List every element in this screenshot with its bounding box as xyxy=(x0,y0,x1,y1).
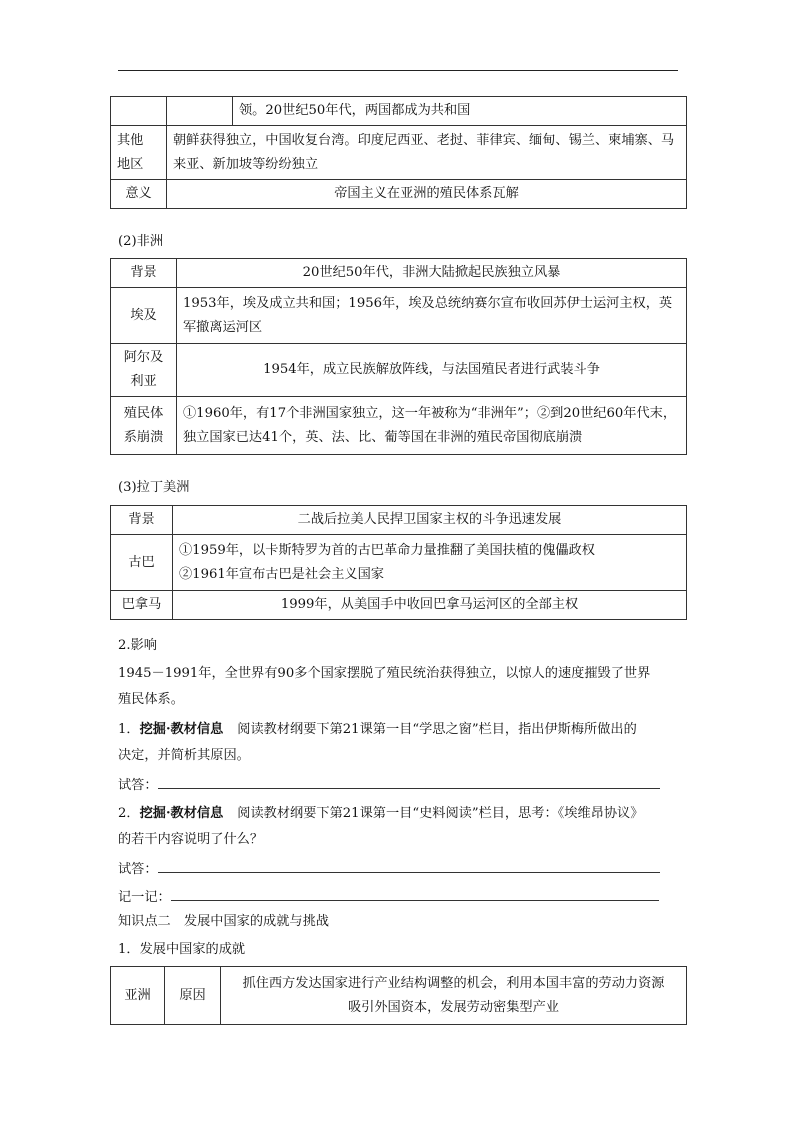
table-cell: 1999年，从美国手中收回巴拿马运河区的全部主权 xyxy=(173,591,687,620)
table-row xyxy=(111,97,687,126)
table-row xyxy=(111,397,687,455)
section-heading: (2)非洲 xyxy=(118,234,164,249)
table-cell: 朝鲜获得独立，中国收复台湾。印度尼西亚、老挝、菲律宾、缅甸、锡兰、柬埔寨、马来亚、新加坡等纷纷独立 xyxy=(167,126,687,180)
row-label: 埃及 xyxy=(111,288,177,344)
answer-row xyxy=(118,858,660,880)
answer-blank[interactable] xyxy=(158,774,660,789)
cell-line: 抓住西方发达国家进行产业结构调整的机会，利用本国丰富的劳动力资源 xyxy=(242,975,665,991)
table-row xyxy=(111,180,687,209)
table-row xyxy=(111,126,687,180)
paragraph-line: 1945－1991年，全世界有90多个国家摆脱了殖民统治获得独立，以惊人的速度摧毁了世界 xyxy=(118,666,651,681)
table-row xyxy=(111,967,687,1025)
question-number: 1． xyxy=(118,722,140,737)
table-cell: 领。20世纪50年代，两国都成为共和国 xyxy=(233,97,687,126)
subsection-heading: 1．发展中国家的成就 xyxy=(118,942,246,957)
question-text-cont: 的若干内容说明了什么？ xyxy=(118,832,264,847)
table-row xyxy=(111,591,687,620)
table-cell xyxy=(173,535,687,591)
row-label: 其他 地区 xyxy=(111,126,167,180)
table-cell: 20世纪50年代，非洲大陆掀起民族独立风暴 xyxy=(177,259,687,288)
question-title: 挖掘·教材信息 xyxy=(139,722,224,737)
question-1 xyxy=(118,720,637,740)
row-label: 巴拿马 xyxy=(111,591,173,620)
table-cell: 二战后拉美人民捍卫国家主权的斗争迅速发展 xyxy=(173,506,687,535)
latin-america-table xyxy=(110,505,687,620)
section-heading: 2.影响 xyxy=(118,638,157,653)
note-row xyxy=(118,886,659,908)
cell-line: ②1961年宣布古巴是社会主义国家 xyxy=(179,566,384,582)
answer-label: 试答： xyxy=(118,862,158,877)
table-row xyxy=(111,506,687,535)
asia-table xyxy=(110,96,687,209)
header-rule xyxy=(118,70,678,71)
question-text: 阅读教材纲要下第21课第一目“史料阅读”栏目，思考：《埃维昂协议》 xyxy=(237,806,644,821)
table-cell xyxy=(111,97,167,126)
table-cell xyxy=(221,967,687,1025)
row-label: 背景 xyxy=(111,259,177,288)
table-cell: 1953年，埃及成立共和国；1956年，埃及总统纳赛尔宣布收回苏伊士运河主权，英军撤离运河区 xyxy=(177,288,687,344)
table-cell xyxy=(167,97,233,126)
note-label: 记一记： xyxy=(118,890,171,905)
answer-blank[interactable] xyxy=(158,858,660,873)
cell-line: ①1959年，以卡斯特罗为首的古巴革命力量推翻了美国扶植的傀儡政权 xyxy=(179,542,595,558)
row-label: 意义 xyxy=(111,180,167,209)
row-label: 阿尔及 利亚 xyxy=(111,344,177,397)
answer-row xyxy=(118,774,660,796)
row-label: 古巴 xyxy=(111,535,173,591)
question-text-cont: 决定，并简析其原因。 xyxy=(118,748,250,763)
section-heading: 知识点二 发展中国家的成就与挑战 xyxy=(118,914,329,929)
answer-label: 试答： xyxy=(118,778,158,793)
note-blank[interactable] xyxy=(171,886,659,901)
paragraph-line: 殖民体系。 xyxy=(118,692,184,707)
table-cell: 1954年，成立民族解放阵线，与法国殖民者进行武装斗争 xyxy=(177,344,687,397)
question-text: 阅读教材纲要下第21课第一目“学思之窗”栏目，指出伊斯梅所做出的 xyxy=(237,722,637,737)
table-row xyxy=(111,344,687,397)
table-cell: 帝国主义在亚洲的殖民体系瓦解 xyxy=(167,180,687,209)
question-number: 2． xyxy=(118,806,140,821)
section-heading: (3)拉丁美洲 xyxy=(118,480,190,495)
table-row xyxy=(111,288,687,344)
row-label: 背景 xyxy=(111,506,173,535)
cell-line: 吸引外国资本，发展劳动密集型产业 xyxy=(348,999,559,1015)
row-label: 殖民体 系崩溃 xyxy=(111,397,177,455)
africa-table xyxy=(110,258,687,455)
row-label: 亚洲 xyxy=(111,967,165,1025)
question-2 xyxy=(118,804,643,824)
table-row xyxy=(111,535,687,591)
table-cell: ①1960年，有17个非洲国家独立，这一年被称为“非洲年”；②到20世纪60年代末，独立国家已达41个，英、法、比、葡等国在非洲的殖民帝国彻底崩溃 xyxy=(177,397,687,455)
achievements-table xyxy=(110,966,687,1025)
table-row xyxy=(111,259,687,288)
row-label: 原因 xyxy=(165,967,221,1025)
question-title: 挖掘·教材信息 xyxy=(139,806,224,821)
